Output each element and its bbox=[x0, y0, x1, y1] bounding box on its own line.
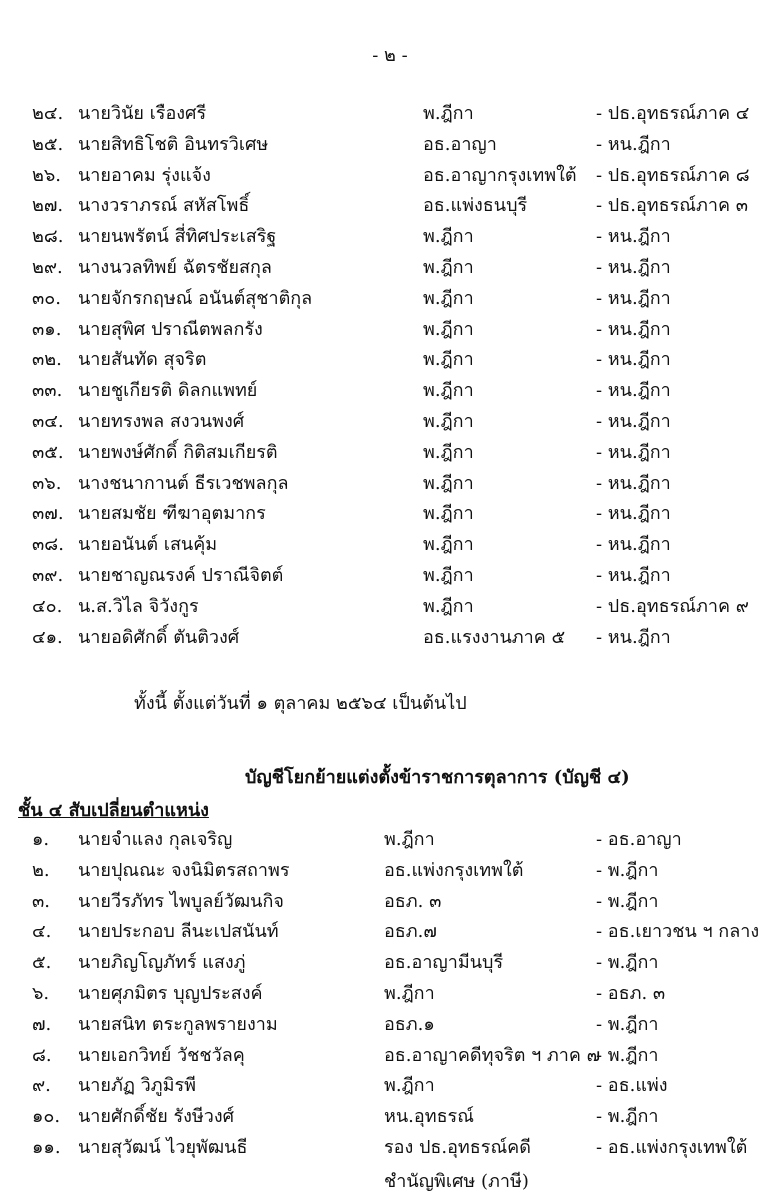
row-name: นายวีรภัทร ไพบูลย์วัฒนกิจ bbox=[78, 890, 284, 912]
row-no: ๒๗. bbox=[32, 195, 64, 217]
row-to: - อธภ. ๓ bbox=[596, 983, 666, 1004]
row-name: นายวินัย เรืองศรี bbox=[78, 103, 207, 124]
row-to: - หน.ฎีกา bbox=[596, 380, 671, 402]
row-no: ๓๒. bbox=[32, 349, 62, 371]
row-name: นายประกอบ ลีนะเปสนันท์ bbox=[78, 921, 279, 943]
row-name: นางวราภรณ์ สหัสโพธิ์ bbox=[78, 195, 250, 217]
row-to: - พ.ฎีกา bbox=[596, 859, 659, 881]
row-no: ๘. bbox=[32, 1044, 52, 1066]
row-to: - อธ.อาญา bbox=[596, 829, 682, 850]
row-no: ๓๓. bbox=[32, 380, 63, 402]
row-no: ๙. bbox=[32, 1075, 51, 1097]
row-name: นายสันทัด สุจริต bbox=[78, 349, 207, 371]
row-to: - อธ.แพ่งกรุงเทพใต้ bbox=[596, 1137, 748, 1158]
row-to: - หน.ฎีกา bbox=[596, 411, 671, 432]
row-name: นายอนันต์ เสนคุ้ม bbox=[78, 534, 218, 556]
row-to: - ปธ.อุทธรณ์ภาค ๓ bbox=[596, 195, 749, 217]
row-no: ๔. bbox=[32, 921, 52, 943]
row-name: นายชาญณรงค์ ปราณีจิตต์ bbox=[78, 565, 284, 586]
row-name: น.ส.วิไล จิวังกูร bbox=[78, 595, 199, 617]
row-from: พ.ฎีกา bbox=[423, 472, 474, 494]
row-name: นายจำแลง กุลเจริญ bbox=[78, 829, 233, 850]
row-no: ๔๑. bbox=[32, 626, 63, 648]
row-name: นายภัฏ วิภูมิรพี bbox=[78, 1075, 197, 1097]
row-from: อธ.อาญาคดีทุจริต ฯ ภาค ๗ bbox=[384, 1044, 601, 1066]
row-from: พ.ฎีกา bbox=[423, 257, 474, 278]
row-name: นายทรงพล สงวนพงศ์ bbox=[78, 411, 245, 432]
row-name: นายปุณณะ จงนิมิตรสถาพร bbox=[78, 859, 290, 881]
row-name: นายเอกวิทย์ วัชชวัลคุ bbox=[78, 1044, 245, 1066]
row-name: นายจักรกฤษณ์ อนันต์สุชาติกุล bbox=[78, 287, 313, 309]
row-no: ๒๘. bbox=[32, 226, 64, 248]
row-name: นายนพรัตน์ สี่ทิศประเสริฐ bbox=[78, 226, 277, 248]
row-to: - หน.ฎีกา bbox=[596, 257, 671, 278]
row-no: ๓๐. bbox=[32, 287, 62, 309]
row-to: - พ.ฎีกา bbox=[596, 890, 659, 912]
section-heading: ชั้น ๔ สับเปลี่ยนตำแหน่ง bbox=[18, 800, 209, 821]
list2-item-11-continuation: ชำนัญพิเศษ (ภาษี) bbox=[384, 1171, 529, 1192]
row-to: - หน.ฎีกา bbox=[596, 287, 671, 309]
row-no: ๑๐. bbox=[32, 1106, 61, 1128]
row-no: ๓๖. bbox=[32, 472, 62, 494]
page-number: - ๒ - bbox=[372, 45, 408, 66]
row-no: ๓๔. bbox=[32, 411, 64, 432]
row-to: - พ.ฎีกา bbox=[596, 1044, 659, 1066]
row-from: อธ.แรงงานภาค ๕ bbox=[423, 626, 566, 648]
row-no: ๗. bbox=[32, 1013, 52, 1035]
row-to: - หน.ฎีกา bbox=[596, 534, 671, 556]
row-to: - หน.ฎีกา bbox=[596, 133, 671, 155]
row-no: ๓. bbox=[32, 890, 51, 912]
row-to: - พ.ฎีกา bbox=[596, 952, 659, 974]
row-to: - หน.ฎีกา bbox=[596, 318, 671, 340]
row-from: หน.อุทธรณ์ bbox=[384, 1106, 474, 1128]
row-from: พ.ฎีกา bbox=[423, 503, 474, 525]
row-no: ๓๙. bbox=[32, 565, 64, 586]
row-no: ๖. bbox=[32, 983, 50, 1004]
row-from: พ.ฎีกา bbox=[423, 287, 474, 309]
row-to: - หน.ฎีกา bbox=[596, 503, 671, 525]
row-from: พ.ฎีกา bbox=[384, 829, 435, 850]
row-to: - ปธ.อุทธรณ์ภาค ๙ bbox=[596, 595, 749, 617]
row-from: พ.ฎีกา bbox=[423, 411, 474, 432]
row-name: นางนวลทิพย์ ฉัตรชัยสกุล bbox=[78, 257, 272, 278]
row-from: พ.ฎีกา bbox=[384, 1075, 435, 1097]
row-to: - ปธ.อุทธรณ์ภาค ๘ bbox=[596, 164, 750, 186]
row-name: นายพงษ์ศักดิ์ กิติสมเกียรติ bbox=[78, 441, 278, 463]
effective-date-note: ทั้งนี้ ตั้งแต่วันที่ ๑ ตุลาคม ๒๕๖๔ เป็นต้นไป bbox=[134, 693, 467, 714]
row-from: อธ.อาญามีนบุรี bbox=[384, 952, 504, 974]
row-from: พ.ฎีกา bbox=[423, 534, 474, 556]
row-to: - ปธ.อุทธรณ์ภาค ๔ bbox=[596, 103, 750, 124]
row-name: นายชูเกียรติ ดิลกแพทย์ bbox=[78, 380, 258, 402]
row-to: - หน.ฎีกา bbox=[596, 441, 671, 463]
row-to: - อธ.เยาวชน ฯ กลาง bbox=[596, 921, 760, 943]
row-name: นายสิทธิโชติ อินทรวิเศษ bbox=[78, 133, 269, 155]
row-from: พ.ฎีกา bbox=[423, 565, 474, 586]
row-no: ๑. bbox=[32, 829, 50, 850]
row-no: ๔๐. bbox=[32, 595, 63, 617]
row-to: - พ.ฎีกา bbox=[596, 1106, 659, 1128]
row-from: อธ.อาญา bbox=[423, 133, 497, 155]
row-name: นายสนิท ตระกูลพรายงาม bbox=[78, 1013, 278, 1035]
row-no: ๒๔. bbox=[32, 103, 64, 124]
row-no: ๓๘. bbox=[32, 534, 64, 556]
row-no: ๓๑. bbox=[32, 318, 62, 340]
list-title: บัญชีโยกย้ายแต่งตั้งข้าราชการตุลาการ (บัญชี ๔) bbox=[245, 767, 630, 788]
row-from: พ.ฎีกา bbox=[423, 595, 474, 617]
row-no: ๑๑. bbox=[32, 1137, 61, 1158]
row-from: พ.ฎีกา bbox=[384, 983, 435, 1004]
row-from: พ.ฎีกา bbox=[423, 103, 474, 124]
row-no: ๒. bbox=[32, 859, 50, 881]
row-name: นายอดิศักดิ์ ตันติวงศ์ bbox=[78, 626, 240, 648]
row-from: พ.ฎีกา bbox=[423, 441, 474, 463]
row-from: อธ.แพ่งธนบุรี bbox=[423, 195, 528, 217]
row-from: พ.ฎีกา bbox=[423, 380, 474, 402]
row-name: นางชนากานต์ ธีรเวชพลกุล bbox=[78, 472, 289, 494]
row-name: นายสมชัย ฑีฆาอุตมากร bbox=[78, 503, 266, 525]
row-no: ๓๗. bbox=[32, 503, 64, 525]
row-to: - หน.ฎีกา bbox=[596, 349, 671, 371]
row-no: ๒๖. bbox=[32, 164, 62, 186]
row-from: พ.ฎีกา bbox=[423, 349, 474, 371]
row-from: อธ.อาญากรุงเทพใต้ bbox=[423, 164, 577, 186]
row-to: - หน.ฎีกา bbox=[596, 565, 671, 586]
row-name: นายศักดิ์ชัย รังษีวงศ์ bbox=[78, 1106, 235, 1128]
row-to: - หน.ฎีกา bbox=[596, 226, 671, 248]
row-from: พ.ฎีกา bbox=[423, 226, 474, 248]
row-from: พ.ฎีกา bbox=[423, 318, 474, 340]
row-from: อธ.แพ่งกรุงเทพใต้ bbox=[384, 859, 524, 881]
row-from: อธภ.๑ bbox=[384, 1013, 435, 1035]
row-no: ๕. bbox=[32, 952, 52, 974]
row-to: - อธ.แพ่ง bbox=[596, 1075, 668, 1097]
row-from: อธภ. ๓ bbox=[384, 890, 442, 912]
row-name: นายอาคม รุ่งแจ้ง bbox=[78, 164, 211, 186]
row-to: - พ.ฎีกา bbox=[596, 1013, 659, 1035]
row-from: รอง ปธ.อุทธรณ์คดี bbox=[384, 1137, 531, 1158]
row-no: ๒๙. bbox=[32, 257, 63, 278]
row-name: นายสุพิศ ปราณีตพลกรัง bbox=[78, 318, 263, 340]
row-no: ๒๕. bbox=[32, 133, 64, 155]
row-to: - หน.ฎีกา bbox=[596, 472, 671, 494]
row-name: นายศุภมิตร บุญประสงค์ bbox=[78, 983, 263, 1004]
row-name: นายสุวัฒน์ ไวยุพัฒนธี bbox=[78, 1137, 248, 1158]
row-to: - หน.ฎีกา bbox=[596, 626, 671, 648]
row-name: นายภิญโญภัทร์ แสงภู่ bbox=[78, 952, 246, 974]
row-no: ๓๕. bbox=[32, 441, 64, 463]
row-from: อธภ.๗ bbox=[384, 921, 437, 943]
